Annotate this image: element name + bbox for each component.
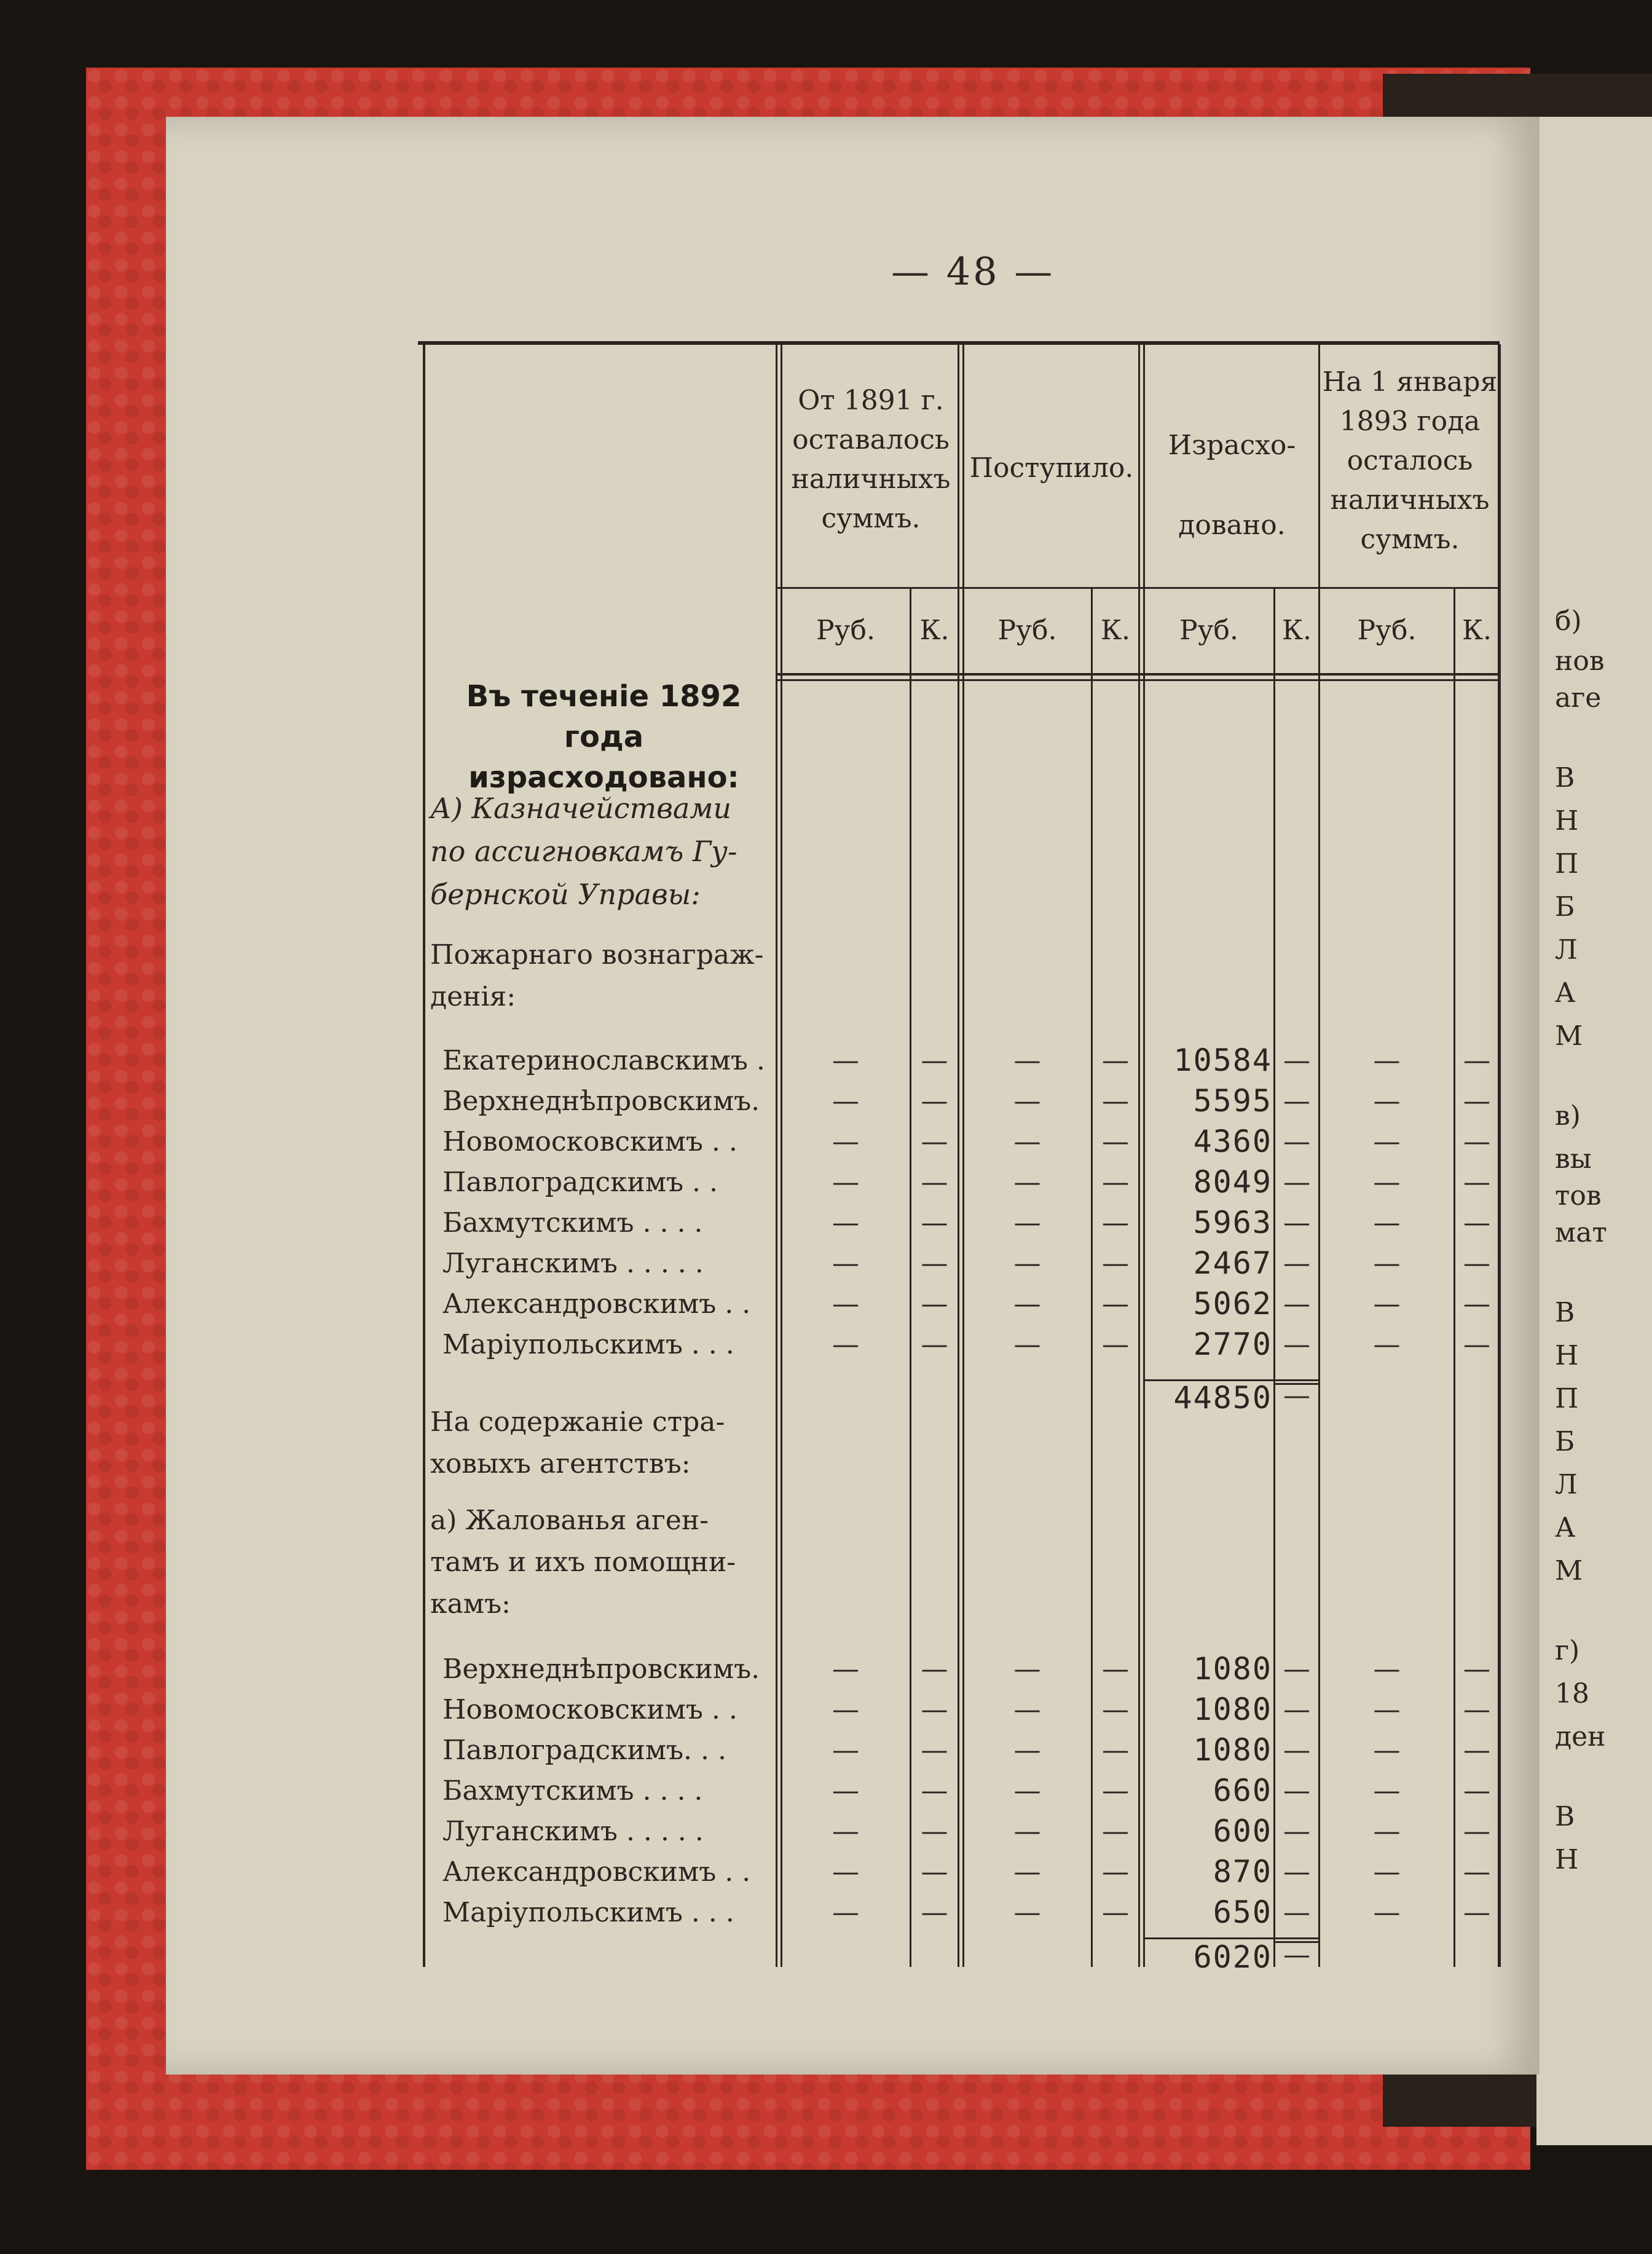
fire-label: Александровскимъ . .: [442, 1288, 751, 1320]
fire-dash: —: [1283, 1167, 1310, 1198]
salary-dash: —: [1283, 1897, 1310, 1928]
fire-dash: —: [1013, 1288, 1041, 1320]
fire-dash: —: [1283, 1288, 1310, 1320]
salary-dash: —: [832, 1775, 859, 1807]
salary-total: 6020: [1193, 1939, 1272, 1975]
unit-rub-col4: Руб.: [1357, 615, 1417, 646]
fire-dash: —: [1373, 1248, 1401, 1279]
facing-page-fragment: Н: [1555, 805, 1579, 837]
fire-value: 4360: [1193, 1124, 1272, 1159]
fire-dash: —: [1463, 1167, 1490, 1198]
salary-dash: —: [921, 1856, 948, 1888]
fire-dash: —: [1373, 1086, 1401, 1117]
fire-dash: —: [1013, 1329, 1041, 1360]
salary-dash: —: [1102, 1816, 1129, 1847]
salary-dash: —: [921, 1694, 948, 1725]
fire-value: 2770: [1193, 1326, 1272, 1362]
fire-dash: —: [832, 1045, 859, 1076]
fire-label: Павлоградскимъ . .: [442, 1167, 718, 1198]
salary-dash: —: [1373, 1735, 1401, 1766]
fire-dash: —: [921, 1207, 948, 1239]
salary-dash: —: [1102, 1775, 1129, 1807]
facing-page-fragment: Л: [1555, 1469, 1578, 1500]
fire-label: Маріупольскимъ . . .: [442, 1329, 734, 1360]
fire-dash: —: [1013, 1167, 1041, 1198]
facing-page-fragment: аге: [1555, 682, 1602, 714]
salary-dash: —: [1013, 1897, 1041, 1928]
fire-value: 8049: [1193, 1164, 1272, 1200]
fire-dash: —: [1463, 1248, 1490, 1279]
salary-dash: —: [1463, 1775, 1490, 1807]
facing-page-fragment: М: [1555, 1020, 1583, 1052]
facing-page-fragment: В: [1555, 762, 1575, 794]
insurance-agencies-heading: На содержаніе стра- ховыхъ агентствъ:: [430, 1406, 725, 1480]
facing-page-fragment: г): [1555, 1635, 1580, 1666]
header-col2: Поступило.: [969, 452, 1134, 484]
unit-kop-col4: К.: [1461, 615, 1492, 646]
fire-dash: —: [1102, 1045, 1129, 1076]
salary-dash: —: [1013, 1816, 1041, 1847]
unit-rub-col2: Руб.: [997, 615, 1057, 646]
fire-dash: —: [1102, 1288, 1129, 1320]
fire-label: Бахмутскимъ . . . .: [442, 1207, 703, 1239]
salary-dash: —: [1283, 1735, 1310, 1766]
salary-dash: —: [1463, 1735, 1490, 1766]
salary-dash: —: [1013, 1735, 1041, 1766]
salary-dash: —: [1283, 1856, 1310, 1888]
label-col-border: [776, 344, 777, 1967]
fire-dash: —: [1102, 1126, 1129, 1157]
fire-dash: —: [1013, 1045, 1041, 1076]
salary-value: 1080: [1193, 1651, 1272, 1687]
salary-dash: —: [1283, 1653, 1310, 1685]
facing-page-fragment: В: [1555, 1801, 1575, 1832]
fire-dash: —: [1463, 1086, 1490, 1117]
salary-dash: —: [1013, 1653, 1041, 1685]
salary-dash: —: [1463, 1856, 1490, 1888]
salary-dash: —: [1102, 1735, 1129, 1766]
fire-dash: —: [1283, 1126, 1310, 1157]
fire-dash: —: [1373, 1207, 1401, 1239]
facing-page-fragment: мат: [1555, 1217, 1607, 1248]
facing-page-fragment: тов: [1555, 1180, 1602, 1212]
fire-dash: —: [921, 1329, 948, 1360]
facing-page-fragment: б): [1555, 605, 1582, 637]
salary-dash: —: [921, 1816, 948, 1847]
salary-dash: —: [921, 1653, 948, 1685]
fire-label: Верхнеднѣпровскимъ.: [442, 1086, 760, 1117]
fire-dash: —: [1373, 1126, 1401, 1157]
table-left-border: [423, 344, 425, 1967]
fire-dash: —: [1013, 1126, 1041, 1157]
fire-dash: —: [921, 1288, 948, 1320]
unit-kop-col2: К.: [1100, 615, 1131, 646]
fire-dash: —: [921, 1248, 948, 1279]
unit-rub-col3: Руб.: [1179, 615, 1238, 646]
facing-page-fragment: В: [1555, 1297, 1575, 1328]
salary-dash: —: [921, 1735, 948, 1766]
fire-dash: —: [1463, 1288, 1490, 1320]
facing-page-fragment: П: [1555, 848, 1579, 880]
salary-label: Павлоградскимъ. . .: [442, 1735, 726, 1766]
facing-page: [1536, 117, 1652, 2145]
fire-value: 5595: [1193, 1083, 1272, 1119]
fire-dash: —: [1102, 1167, 1129, 1198]
header-col1: От 1891 г. оставалось наличныхъ суммъ.: [791, 385, 951, 534]
fire-label: Луганскимъ . . . . .: [442, 1248, 704, 1279]
salary-dash: —: [1463, 1816, 1490, 1847]
salary-dash: —: [1102, 1897, 1129, 1928]
fire-dash: —: [921, 1167, 948, 1198]
fire-dash: —: [832, 1329, 859, 1360]
facing-page-fragment: нов: [1555, 645, 1605, 677]
salary-dash: —: [1283, 1694, 1310, 1725]
fire-dash: —: [1373, 1167, 1401, 1198]
header-col3: Израсхо- довано.: [1168, 430, 1296, 541]
unit-kop-col1: К.: [919, 615, 950, 646]
salary-label: Маріупольскимъ . . .: [442, 1897, 734, 1928]
col1-col2-border: [958, 344, 959, 1967]
fire-dash: —: [1283, 1329, 1310, 1360]
salary-dash: —: [832, 1694, 859, 1725]
facing-page-fragment: П: [1555, 1383, 1579, 1414]
salary-dash: —: [1463, 1897, 1490, 1928]
fire-label: Екатеринославскимъ .: [442, 1045, 765, 1076]
salary-dash: —: [1373, 1653, 1401, 1685]
fire-value: 10584: [1173, 1042, 1272, 1078]
salary-dash: —: [1102, 1653, 1129, 1685]
unit-rub-col1: Руб.: [816, 615, 875, 646]
fire-value: 2467: [1193, 1245, 1272, 1281]
facing-page-fragment: ден: [1555, 1721, 1606, 1752]
fire-value: 5963: [1193, 1205, 1272, 1240]
facing-page-fragment: Н: [1555, 1340, 1579, 1371]
unit-kop-col3: К.: [1281, 615, 1312, 646]
fire-dash: —: [1283, 1248, 1310, 1279]
facing-page-fragment: А: [1555, 977, 1576, 1009]
fire-dash: —: [1102, 1086, 1129, 1117]
facing-page-fragment: А: [1555, 1512, 1576, 1543]
salary-dash: —: [1463, 1653, 1490, 1685]
facing-page-fragment: 18: [1555, 1678, 1589, 1709]
salary-dash: —: [1373, 1897, 1401, 1928]
facing-page-fragment: Н: [1555, 1844, 1579, 1875]
facing-page-fragment: Б: [1555, 891, 1575, 923]
salary-dash: —: [832, 1856, 859, 1888]
fire-dash: —: [1373, 1288, 1401, 1320]
header-col4: На 1 января 1893 года осталось наличныхъ суммъ.: [1322, 366, 1498, 555]
fire-dash: —: [1013, 1248, 1041, 1279]
salary-dash: —: [832, 1816, 859, 1847]
fire-dash: —: [921, 1126, 948, 1157]
salary-value: 1080: [1193, 1692, 1272, 1727]
salary-dash: —: [1373, 1816, 1401, 1847]
page-number: — 48 —: [891, 249, 1055, 294]
fire-dash: —: [1463, 1045, 1490, 1076]
salaries-heading: а) Жалованья аген- тамъ и ихъ помощни- камъ:: [430, 1505, 736, 1620]
salary-value: 870: [1213, 1854, 1272, 1889]
salary-dash: —: [1013, 1856, 1041, 1888]
salary-dash: —: [1013, 1694, 1041, 1725]
fire-dash: —: [832, 1126, 859, 1157]
fire-dash: —: [832, 1288, 859, 1320]
facing-page-fragment: Л: [1555, 934, 1578, 966]
fire-dash: —: [1463, 1126, 1490, 1157]
salary-dash: —: [921, 1775, 948, 1807]
salary-dash: —: [1373, 1694, 1401, 1725]
subsection-a-title: А) Казначействами по ассигновкамъ Гу- бернской Управы:: [430, 792, 738, 911]
salary-dash: —: [1102, 1694, 1129, 1725]
fire-dash: —: [832, 1167, 859, 1198]
salary-dash: —: [832, 1653, 859, 1685]
facing-page-fragment: М: [1555, 1555, 1583, 1586]
fire-dash: —: [1283, 1207, 1310, 1239]
fire-dash: —: [1102, 1207, 1129, 1239]
fire-dash: —: [832, 1086, 859, 1117]
fire-dash: —: [832, 1207, 859, 1239]
salary-dash: —: [1102, 1856, 1129, 1888]
salary-dash: —: [1373, 1775, 1401, 1807]
salary-dash: —: [832, 1735, 859, 1766]
section-title: Въ теченіе 1892 года израсходовано:: [466, 679, 742, 795]
salary-label: Александровскимъ . .: [442, 1856, 751, 1888]
salary-dash: —: [921, 1897, 948, 1928]
fire-dash: —: [832, 1248, 859, 1279]
fire-dash: —: [1283, 1045, 1310, 1076]
fire-dash: —: [921, 1086, 948, 1117]
salary-total-kop: —: [1283, 1939, 1310, 1971]
fire-label: Новомосковскимъ . .: [442, 1126, 738, 1157]
salary-value: 600: [1213, 1813, 1272, 1849]
fire-dash: —: [1102, 1248, 1129, 1279]
fire-dash: —: [1373, 1329, 1401, 1360]
fire-dash: —: [1102, 1329, 1129, 1360]
salary-dash: —: [1013, 1775, 1041, 1807]
facing-page-fragment: вы: [1555, 1143, 1592, 1175]
salary-value: 1080: [1193, 1732, 1272, 1768]
salary-value: 650: [1213, 1894, 1272, 1930]
fire-dash: —: [1463, 1207, 1490, 1239]
fire-value: 5062: [1193, 1286, 1272, 1322]
fire-total-kop: —: [1283, 1380, 1310, 1411]
facing-page-fragment: в): [1555, 1100, 1581, 1132]
fire-dash: —: [1463, 1329, 1490, 1360]
fire-total: 44850: [1173, 1380, 1272, 1416]
salary-label: Луганскимъ . . . . .: [442, 1816, 704, 1847]
salary-dash: —: [1283, 1775, 1310, 1807]
salary-dash: —: [1373, 1856, 1401, 1888]
salary-value: 660: [1213, 1773, 1272, 1808]
salary-dash: —: [1463, 1694, 1490, 1725]
salary-dash: —: [1283, 1816, 1310, 1847]
salary-label: Верхнеднѣпровскимъ.: [442, 1653, 760, 1685]
fire-dash: —: [1013, 1086, 1041, 1117]
salary-label: Новомосковскимъ . .: [442, 1694, 738, 1725]
fire-dash: —: [1013, 1207, 1041, 1239]
fire-dash: —: [1373, 1045, 1401, 1076]
fire-dash: —: [921, 1045, 948, 1076]
facing-page-fragment: Б: [1555, 1426, 1575, 1457]
fire-reward-heading: Пожарнаго вознаграж- денія:: [430, 939, 764, 1012]
fire-dash: —: [1283, 1086, 1310, 1117]
salary-dash: —: [832, 1897, 859, 1928]
salary-label: Бахмутскимъ . . . .: [442, 1775, 703, 1807]
